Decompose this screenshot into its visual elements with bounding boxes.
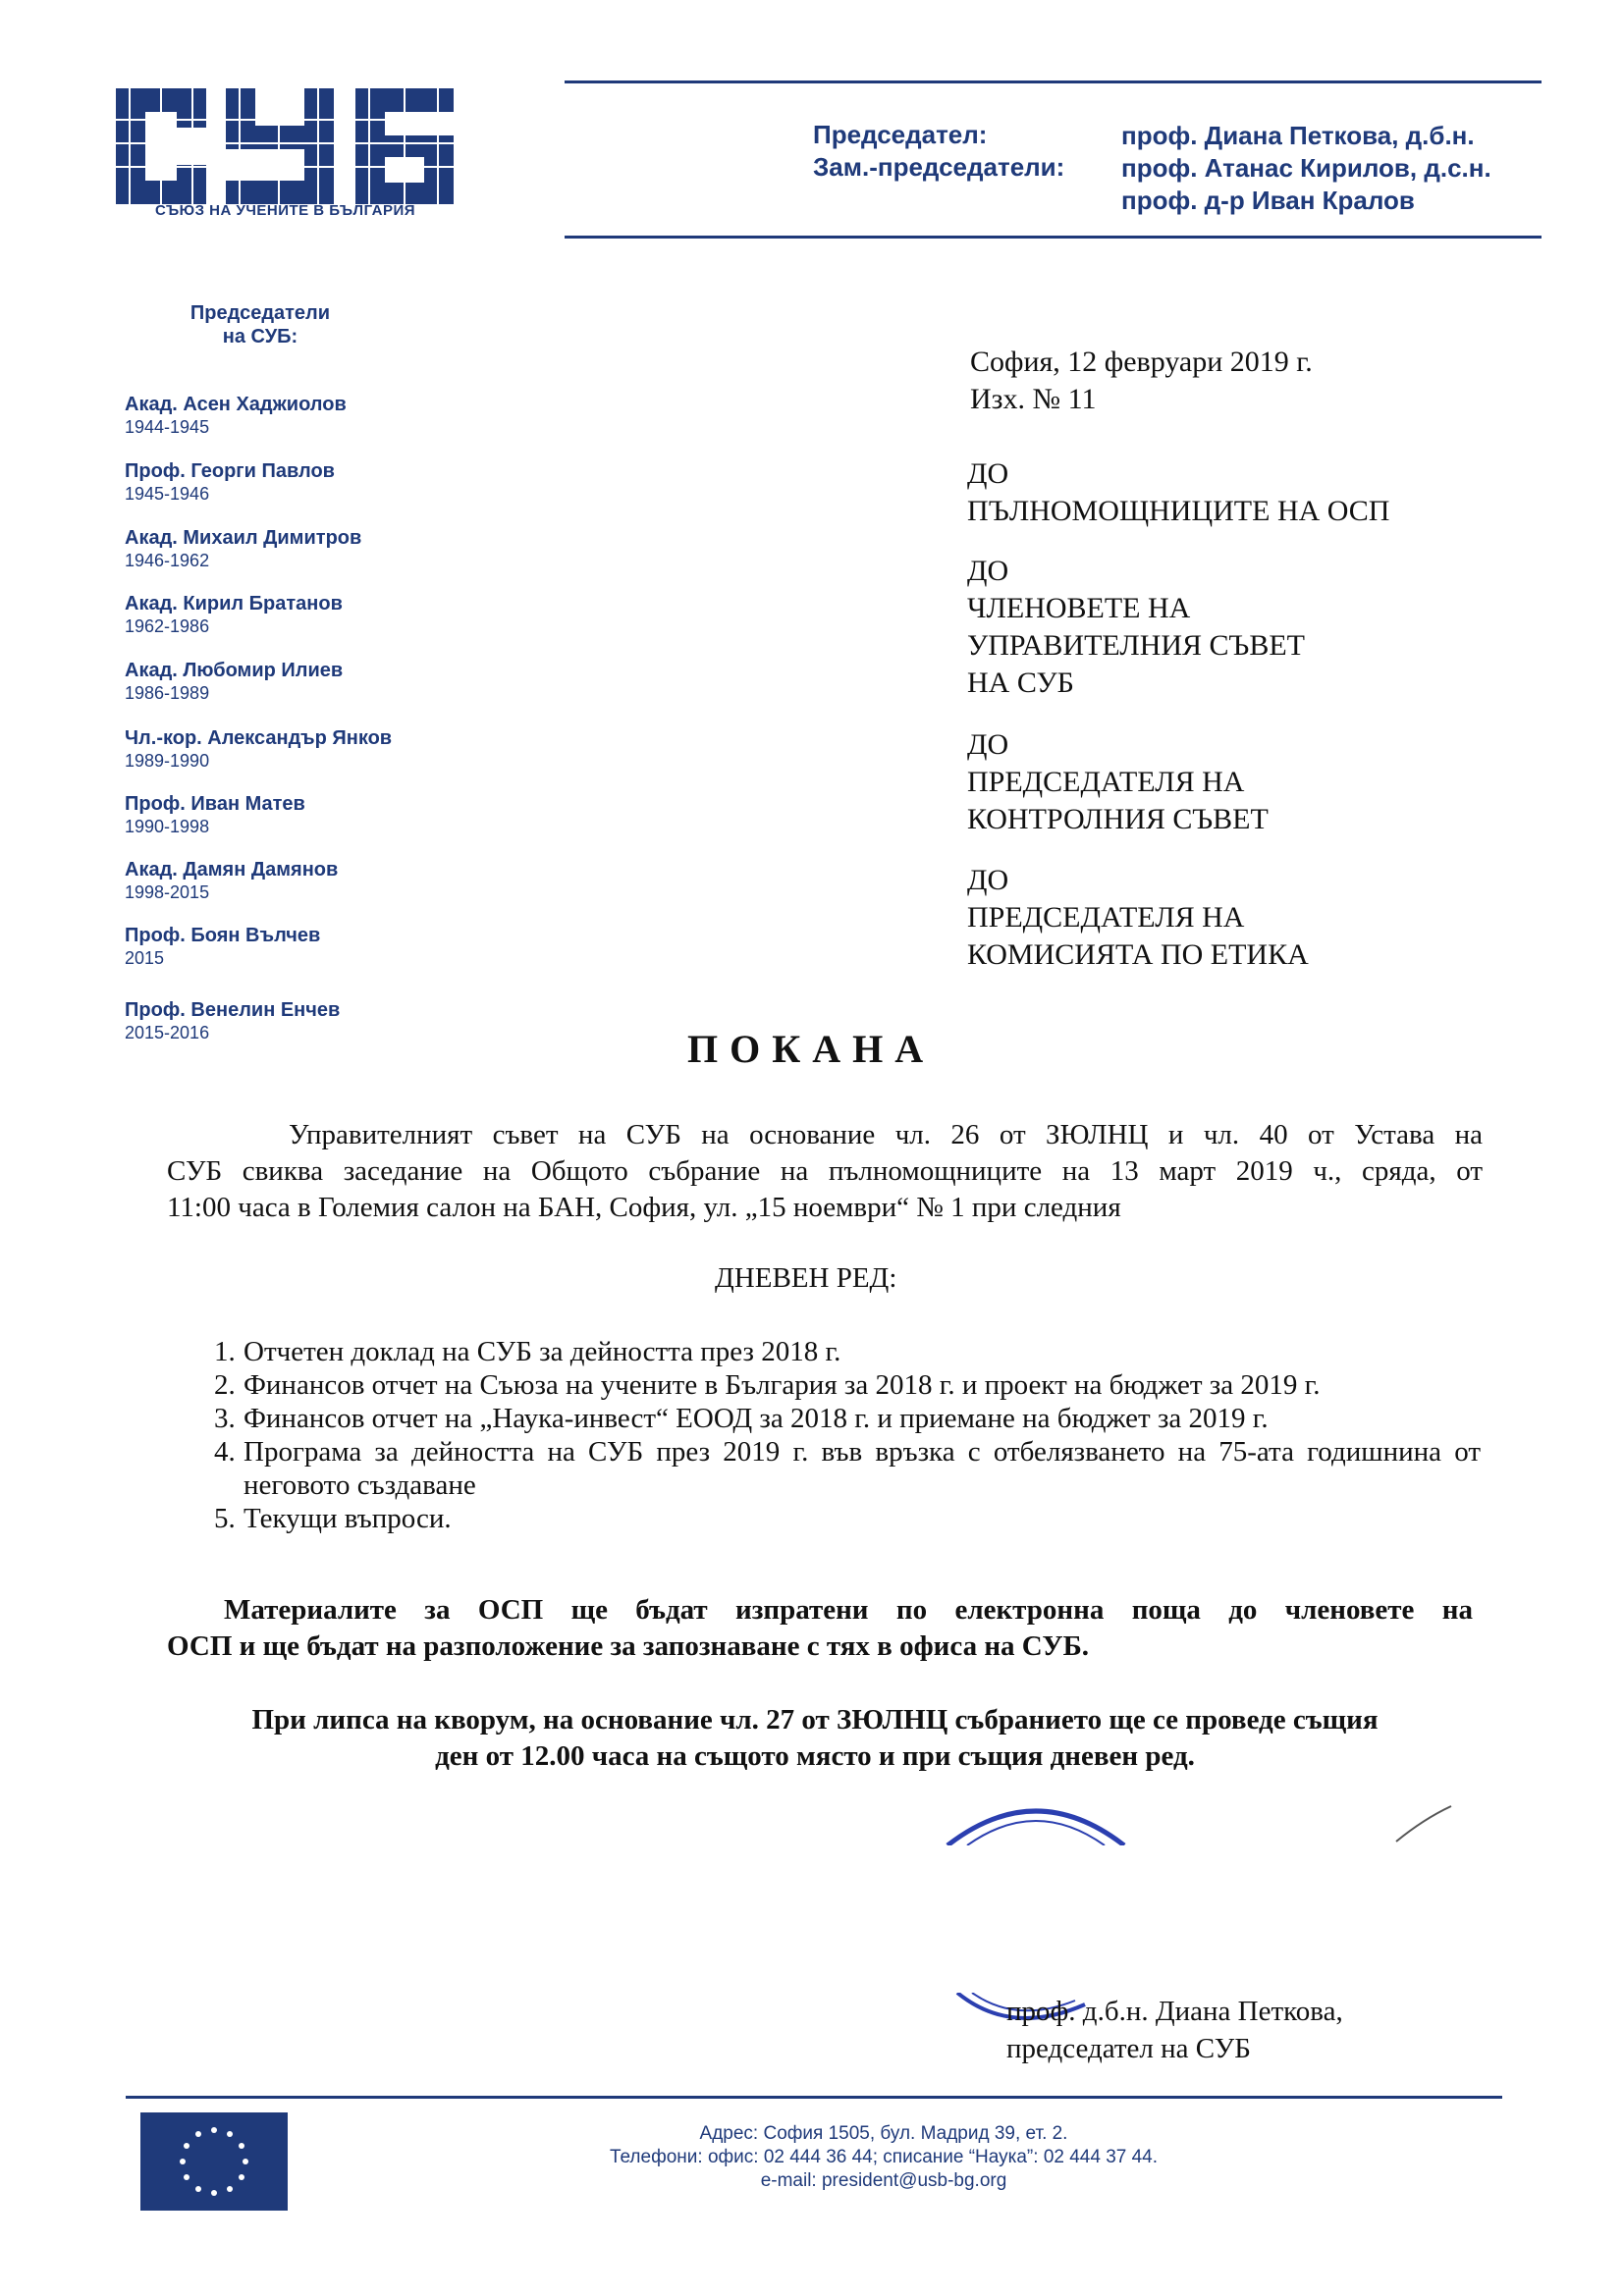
former-chair-item: Чл.-кор. Александър Янков 1989-1990 xyxy=(125,727,393,771)
reference-number: Изх. № 11 xyxy=(970,383,1097,415)
former-chair-item: Проф. Боян Вълчев 2015 xyxy=(125,925,321,968)
former-chair-item: Проф. Георги Павлов 1945-1946 xyxy=(125,460,335,504)
former-chair-item: Акад. Кирил Братанов 1962-1986 xyxy=(125,593,343,636)
former-chair-item: Акад. Михаил Димитров 1946-1962 xyxy=(125,527,362,570)
former-chair-item: Акад. Дамян Дамянов 1998-2015 xyxy=(125,859,339,902)
vice-chair-1: проф. Атанас Кирилов, д.с.н. xyxy=(1121,153,1491,183)
footer-contact xyxy=(550,2122,1217,2193)
footer-address: Адрес: София 1505, бул. Мадрид 39, ет. 2. xyxy=(699,2123,1068,2144)
quorum-paragraph: При липса на кворум, на основание чл. 27 от ЗЮЛНЦ събранието ще се проведе същия ден от 12.00 часа на същото място и при същия дневен ред. xyxy=(251,1704,1379,1772)
stamp-mark xyxy=(938,1787,1134,1845)
agenda-item: 1. Отчетен доклад на СУБ за дейността през 2018 г. xyxy=(214,1336,841,1367)
agenda-item: 4. Програма за дейността на СУБ през 2019 г. във връзка с отбелязването на 75-ата годишнина от неговото създаване xyxy=(214,1436,1481,1501)
agenda-item: 3. Финансов отчет на „Наука-инвест“ ЕООД за 2018 г. и приемане на бюджет за 2019 г. xyxy=(214,1403,1269,1434)
signature-name: проф. д.б.н. Диана Петкова, xyxy=(1006,1996,1343,2027)
vice-role-label: Зам.-председатели: xyxy=(813,152,1065,182)
recipient-block: ДО ЧЛЕНОВЕТЕ НА УПРАВИТЕЛНИЯ СЪВЕТ НА СУБ xyxy=(967,555,1305,699)
agenda-item: 5. Текущи въпроси. xyxy=(214,1503,452,1534)
footer-phones: Телефони: офис: 02 444 36 44; списание “Наука”: 02 444 37 44. xyxy=(609,2147,1159,2167)
former-chair-item: Акад. Асен Хаджиолов 1944-1945 xyxy=(125,394,347,437)
former-chair-item: Проф. Иван Матев 1990-1998 xyxy=(125,793,305,836)
header-rule-bottom xyxy=(565,236,1542,239)
document-title: ПОКАНА xyxy=(687,1027,936,1071)
recipient-block: ДО ПЪЛНОМОЩНИЦИТЕ НА ОСП xyxy=(967,457,1390,527)
agenda-item: 2. Финансов отчет на Съюза на учените в България за 2018 г. и проект на бюджет за 2019 г. xyxy=(214,1369,1321,1401)
intro-paragraph: Управителният съвет на СУБ на основание чл. 26 от ЗЮЛНЦ и чл. 40 от Устава на СУБ свиква заседание на Общото събрание на пълномощниците на 13 март 2019 ч., сряда, от 11:00 часа в Големия салон на БАН, София, ул. „15 ноември“ № 1 при следния xyxy=(167,1119,1483,1223)
footer-email: e-mail: president@usb-bg.org xyxy=(760,2170,1007,2191)
place-date: София, 12 февруари 2019 г. xyxy=(970,346,1313,378)
signature-role: председател на СУБ xyxy=(1006,2033,1251,2064)
agenda-title: ДНЕВЕН РЕД: xyxy=(715,1262,897,1294)
recipient-block: ДО ПРЕДСЕДАТЕЛЯ НА КОНТРОЛНИЯ СЪВЕТ xyxy=(967,728,1269,835)
former-chair-item: Акад. Любомир Илиев 1986-1989 xyxy=(125,660,344,703)
agenda-list xyxy=(214,1335,1481,1535)
former-chairs-title: Председатели на СУБ: xyxy=(189,302,331,347)
vice-chair-2: проф. д-р Иван Кралов xyxy=(1121,186,1415,215)
org-name: СЪЮЗ НА УЧЕНИТЕ В БЪЛГАРИЯ xyxy=(154,202,416,219)
eu-flag-icon xyxy=(140,2112,288,2211)
recipient-block: ДО ПРЕДСЕДАТЕЛЯ НА КОМИСИЯТА ПО ЕТИКА xyxy=(967,864,1309,971)
materials-paragraph: Материалите за ОСП ще бъдат изпратени по електронна поща до членовете на ОСП и ще бъдат на разположение за запознаване с тях в офиса на СУБ. xyxy=(167,1594,1473,1662)
pen-stroke xyxy=(1394,1804,1453,1843)
header-rule-top xyxy=(565,80,1542,83)
signature-block xyxy=(1006,1993,1343,2067)
chair-role-label: Председател: xyxy=(813,120,988,149)
former-chair-item: Проф. Венелин Енчев 2015-2016 xyxy=(125,999,341,1042)
footer-rule xyxy=(126,2096,1502,2099)
chair-name: проф. Диана Петкова, д.б.н. xyxy=(1121,121,1475,150)
